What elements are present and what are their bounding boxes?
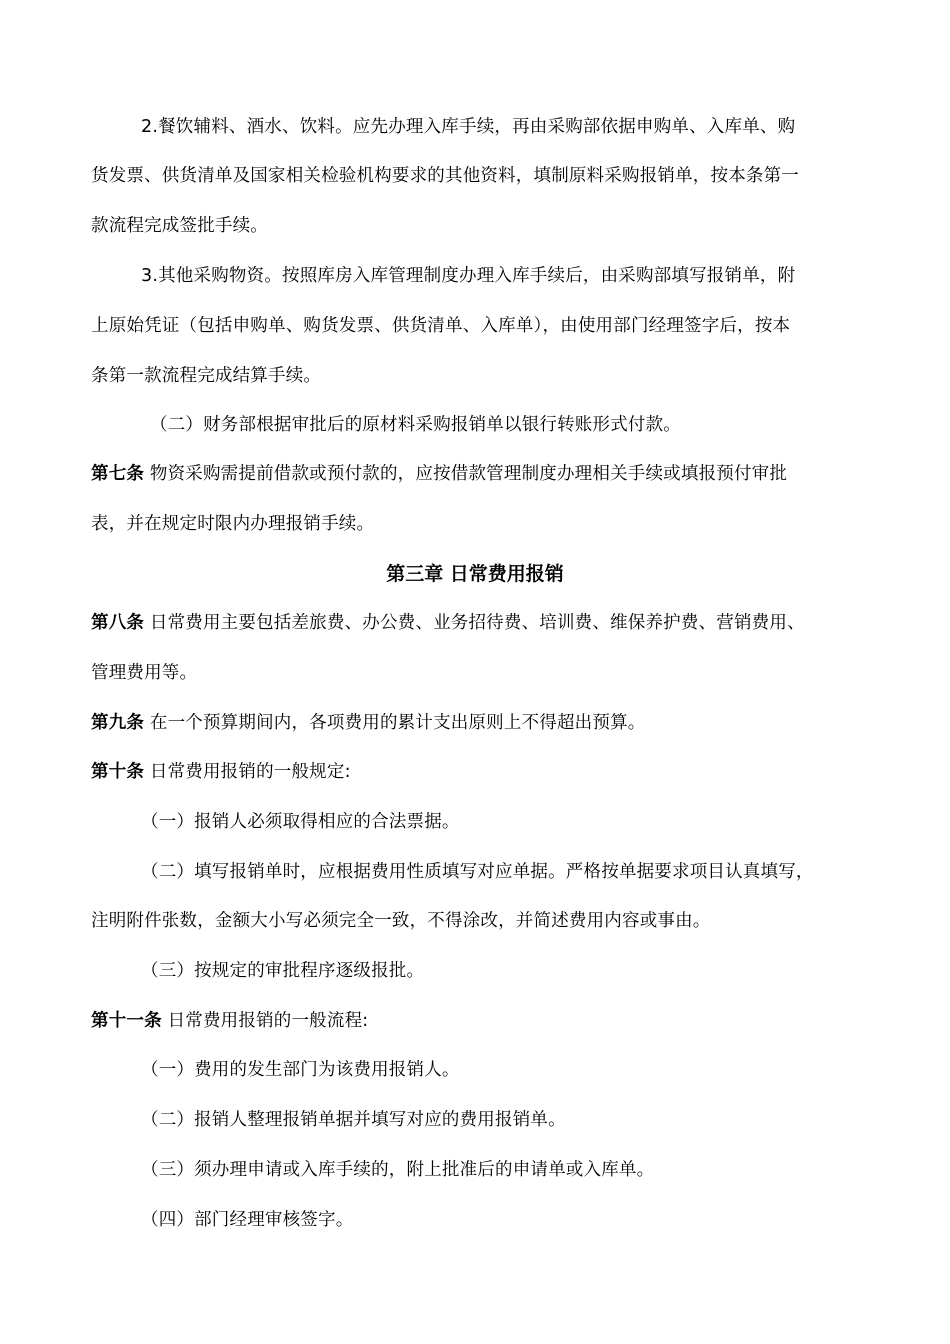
paragraph-line: 管理费用等。 — [91, 663, 198, 683]
article-label: 第十一条 — [91, 1011, 162, 1031]
article-text: 在一个预算期间内，各项费用的累计支出原则上不得超出预算。 — [144, 713, 646, 733]
paragraph-line: 上原始凭证（包括申购单、购货发票、供货清单、入库单），由使用部门经理签字后，按本 — [91, 316, 791, 336]
article-label: 第十条 — [91, 762, 145, 782]
paragraph-line: 2.餐饮辅料、酒水、饮料。应先办理入库手续，再由采购部依据申购单、入库单、购 — [141, 117, 796, 137]
paragraph-line: 款流程完成签批手续。 — [91, 216, 268, 236]
list-item: （四）部门经理审核签字。 — [141, 1210, 354, 1230]
list-item: （三）按规定的审批程序逐级报批。 — [141, 961, 425, 981]
article-text: 日常费用主要包括差旅费、办公费、业务招待费、培训费、维保养护费、营销费用、 — [144, 613, 805, 633]
article-label: 第七条 — [91, 464, 145, 484]
article-9-line — [91, 711, 881, 735]
article-10-line — [91, 760, 881, 784]
article-text: 物资采购需提前借款或预付款的，应按借款管理制度办理相关手续或填报预付审批 — [144, 464, 788, 484]
list-item: （三）须办理申请或入库手续的，附上批准后的申请单或入库单。 — [141, 1160, 655, 1180]
paragraph-line: 条第一款流程完成结算手续。 — [91, 366, 322, 386]
article-text: 日常费用报销的一般规定: — [144, 762, 351, 782]
paragraph-line: 表，并在规定时限内办理报销手续。 — [91, 514, 375, 534]
chapter-heading: 第三章 日常费用报销 — [386, 563, 564, 585]
article-text: 日常费用报销的一般流程: — [161, 1011, 369, 1031]
article-label: 第九条 — [91, 713, 145, 733]
list-item: （一）费用的发生部门为该费用报销人。 — [141, 1060, 460, 1080]
article-11-line — [91, 1009, 881, 1033]
paragraph-line: 货发票、供货清单及国家相关检验机构要求的其他资料，填制原料采购报销单，按本条第一 — [91, 166, 799, 186]
article-8-line — [91, 611, 881, 635]
list-item: （二）报销人整理报销单据并填写对应的费用报销单。 — [141, 1110, 566, 1130]
list-item: （二）填写报销单时，应根据费用性质填写对应单据。严格按单据要求项目认真填写， — [141, 862, 814, 882]
paragraph-line: （二）财务部根据审批后的原材料采购报销单以银行转账形式付款。 — [150, 415, 681, 435]
paragraph-line: 3.其他采购物资。按照库房入库管理制度办理入库手续后，由采购部填写报销单，附 — [141, 266, 796, 286]
article-7-line — [91, 462, 881, 486]
list-item: （一）报销人必须取得相应的合法票据。 — [141, 812, 460, 832]
paragraph-line: 注明附件张数，金额大小写必须完全一致，不得涂改，并简述费用内容或事由。 — [91, 911, 711, 931]
article-label: 第八条 — [91, 613, 145, 633]
